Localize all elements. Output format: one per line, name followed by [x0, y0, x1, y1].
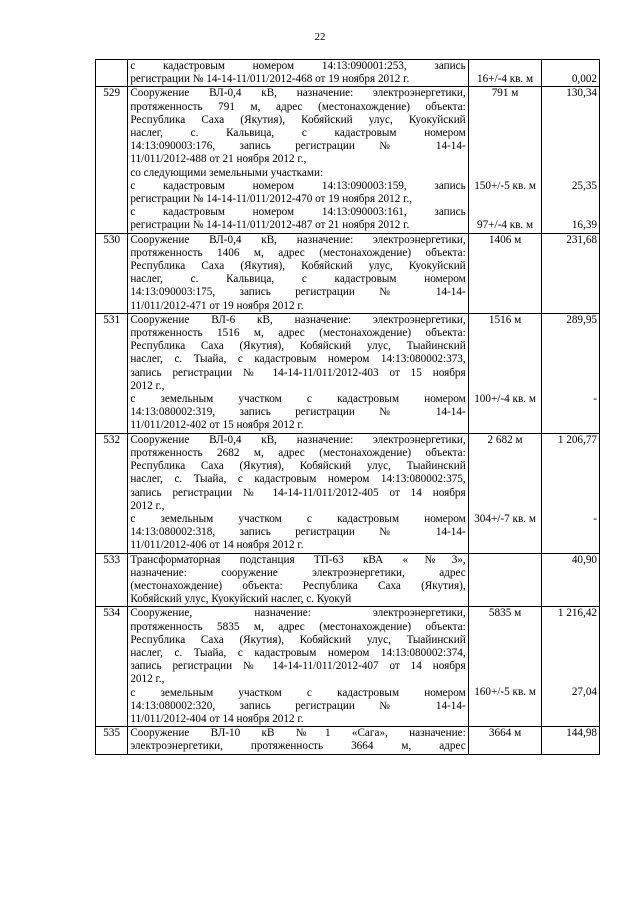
measure-cell	[468, 607, 542, 727]
amount-value: 1 206,77	[557, 433, 597, 446]
row-number-cell: 533	[96, 553, 128, 607]
measure-value	[471, 340, 540, 353]
description-line: 2012 г.,	[130, 673, 165, 686]
amount-value	[544, 167, 597, 180]
amount-value	[544, 460, 597, 473]
amount-value	[544, 340, 597, 353]
description-cell	[128, 553, 468, 607]
description-line: 14:13:080002:319, запись регистрации № 14-14-	[130, 406, 466, 419]
description-line: 2012 г.,	[130, 379, 165, 392]
row-number-cell: 531	[96, 313, 128, 433]
amount-value	[544, 634, 597, 647]
table-row	[96, 313, 600, 433]
amount-value	[544, 660, 597, 673]
measure-value: 2 682 м	[487, 433, 523, 446]
measure-value: 100+/-4 кв. м	[474, 393, 536, 405]
description-line: 11/011/2012-488 от 21 ноября 2012 г.,	[130, 153, 307, 166]
measure-value	[471, 101, 540, 114]
description-cell	[128, 313, 468, 433]
description-line: с земельным участком с кадастровым номером	[130, 686, 466, 699]
description-line: наслег, с. Тыайа, с кадастровым номером 14:13:080002:375,	[130, 473, 466, 486]
measure-value	[471, 206, 540, 219]
description-line: протяженность 5835 м, адрес (местонахождение) объекта:	[130, 620, 466, 633]
description-cell	[128, 433, 468, 553]
description-line: со следующими земельными участками:	[130, 166, 324, 179]
measure-value: 1516 м	[488, 313, 522, 326]
description-line: 14:13:090003:175, запись регистрации № 14-14-	[130, 286, 466, 299]
measure-value: 1406 м	[488, 233, 522, 246]
measure-value	[471, 380, 540, 393]
description-line: протяженность 1516 м, адрес (местонахождение) объекта:	[130, 327, 466, 340]
amount-value: -	[593, 512, 597, 525]
value-cell	[542, 233, 600, 313]
amount-value	[544, 473, 597, 486]
amount-value	[544, 380, 597, 393]
description-cell	[128, 60, 468, 87]
description-line: 11/011/2012-406 от 14 ноября 2012 г.	[130, 539, 304, 552]
measure-cell	[468, 553, 542, 607]
description-line: Сооружение, назначение: электроэнергетики,	[130, 607, 466, 620]
measure-value	[471, 167, 540, 180]
value-cell	[542, 433, 600, 553]
description-line: с земельным участком с кадастровым номером	[130, 512, 466, 525]
measure-value: 16+/-4 кв. м	[476, 73, 534, 86]
description-line: регистрации № 14-14-11/011/2012-468 от 19 ноября 2012 г.	[130, 73, 410, 86]
table-row	[96, 607, 600, 727]
description-line: протяженность 791 м, адрес (местонахождение) объекта:	[130, 100, 466, 113]
description-line: регистрации № 14-14-11/011/2012-487 от 21 ноября 2012 г.	[130, 219, 410, 232]
description-line: Республика Саха (Якутия), Кобяйский улус, Тыайинский	[130, 340, 466, 353]
measure-value	[471, 153, 540, 166]
description-line: с земельным участком с кадастровым номером	[130, 393, 466, 406]
amount-value	[544, 500, 597, 513]
table-body	[96, 60, 600, 755]
table-row	[96, 233, 600, 313]
measure-value: 150+/-5 кв. м	[474, 179, 536, 192]
measure-value	[471, 460, 540, 473]
amount-value	[544, 60, 597, 73]
description-line: Сооружение ВЛ-10 кВ №1 «Сага», назначение:	[130, 727, 466, 740]
measure-value	[471, 127, 540, 140]
description-cell	[128, 607, 468, 727]
description-line: Трансформаторная подстанция ТП-63 кВА «№3»,	[130, 553, 466, 566]
amount-value: 16,39	[571, 219, 597, 232]
measure-cell	[468, 233, 542, 313]
description-line: запись регистрации № 14-14-11/011/2012-405 от 14 ноября	[130, 486, 466, 499]
measure-value: 160+/-5 кв. м	[474, 686, 536, 699]
table-row	[96, 553, 600, 607]
measure-value	[471, 353, 540, 366]
amount-value	[544, 621, 597, 634]
description-line: Республика Саха (Якутия), Кобяйский улус, Тыайинский	[130, 633, 466, 646]
measure-value	[471, 114, 540, 127]
value-cell	[542, 607, 600, 727]
row-number-cell: 530	[96, 233, 128, 313]
measure-value	[471, 486, 540, 499]
row-number-cell: 534	[96, 607, 128, 727]
measure-value: 5835 м	[488, 607, 522, 620]
description-line: наслег, с. Тыайа, с кадастровым номером 14:13:080002:374,	[130, 646, 466, 659]
amount-value	[544, 114, 597, 127]
table-row	[96, 60, 600, 87]
measure-value	[471, 634, 540, 647]
amount-value: 144,98	[566, 727, 597, 740]
measure-value	[471, 367, 540, 380]
measure-value	[471, 140, 540, 153]
measure-value	[471, 673, 540, 686]
description-line: электроэнергетики, протяженность 3664 м, адрес	[130, 740, 466, 753]
measure-value	[471, 554, 540, 567]
description-line: 11/011/2012-404 от 14 ноября 2012 г.	[130, 712, 304, 725]
description-cell	[128, 233, 468, 313]
description-cell	[128, 87, 468, 233]
description-line: 14:13:080002:318, запись регистрации № 14-14-	[130, 526, 466, 539]
amount-value: 25,35	[571, 179, 597, 192]
measure-value	[471, 660, 540, 673]
measure-value: 3664 м	[488, 727, 522, 740]
measure-value: 304+/-7 кв. м	[474, 512, 536, 525]
value-cell	[542, 553, 600, 607]
value-cell	[542, 727, 600, 754]
description-line: запись регистрации № 14-14-11/011/2012-403 от 15 ноября	[130, 366, 466, 379]
description-line: с кадастровым номером 14:13:090003:161, запись	[130, 206, 466, 219]
table-row	[96, 87, 600, 233]
row-number-cell: 532	[96, 433, 128, 553]
description-line: Республика Саха (Якутия), Кобяйский улус, Куокуйский	[130, 113, 466, 126]
amount-value: -	[593, 393, 597, 405]
measure-cell	[468, 313, 542, 433]
description-line: 14:13:090003:176, запись регистрации № 14-14-	[130, 140, 466, 153]
amount-value: 27,04	[571, 686, 597, 699]
amount-value	[544, 140, 597, 153]
description-line: Сооружение ВЛ-0,4 кВ, назначение: электроэнергетики,	[130, 233, 466, 246]
measure-cell	[468, 87, 542, 233]
amount-value	[544, 206, 597, 219]
amount-value	[544, 153, 597, 166]
measure-value	[471, 60, 540, 73]
description-line: протяженность 2682 м, адрес (местонахождение) объекта:	[130, 446, 466, 459]
amount-value: 289,95	[566, 313, 597, 326]
measure-value	[471, 500, 540, 513]
description-line: регистрации № 14-14-11/011/2012-470 от 19 ноября 2012 г.,	[130, 193, 413, 206]
value-cell	[542, 60, 600, 87]
page-number: 22	[314, 31, 326, 43]
description-line: с кадастровым номером 14:13:090001:253, запись	[130, 60, 466, 72]
measure-value: 97+/-4 кв. м	[476, 219, 534, 232]
description-line: протяженность 1406 м, адрес (местонахождение) объекта:	[130, 246, 466, 259]
measure-cell	[468, 433, 542, 553]
amount-value	[544, 447, 597, 460]
amount-value: 40,90	[571, 553, 597, 566]
description-line: 11/011/2012-402 от 15 ноября 2012 г.	[130, 419, 304, 432]
description-line: Сооружение ВЛ-0,4 кВ, назначение: электроэнергетики,	[130, 87, 466, 100]
amount-value: 0,002	[571, 73, 597, 86]
measure-value	[471, 327, 540, 340]
amount-value	[544, 101, 597, 114]
description-line: запись регистрации № 14-14-11/011/2012-407 от 14 ноября	[130, 660, 466, 673]
amount-value	[544, 673, 597, 686]
value-cell	[542, 313, 600, 433]
amount-value: 130,34	[566, 87, 597, 100]
row-number-cell: 529	[96, 87, 128, 233]
amount-value	[544, 486, 597, 499]
description-line: (местонахождение) объекта: Республика Саха (Якутия),	[130, 579, 466, 592]
measure-value: 791 м	[491, 87, 519, 100]
table-row	[96, 727, 600, 754]
amount-value	[544, 353, 597, 366]
property-register-table	[95, 59, 600, 755]
amount-value: 1 216,42	[557, 607, 597, 620]
measure-value	[471, 621, 540, 634]
description-line: с кадастровым номером 14:13:090003:159, запись	[130, 179, 466, 192]
description-line: Сооружение ВЛ-6 кВ, назначение: электроэнергетики,	[130, 313, 466, 326]
measure-value	[471, 193, 540, 206]
description-line: Кобяйский улус, Куокуйский наслег, с. Куокуй	[130, 593, 352, 606]
amount-value	[544, 193, 597, 206]
measure-value	[471, 473, 540, 486]
description-line: 2012 г.,	[130, 499, 165, 512]
amount-value: 231,68	[566, 233, 597, 246]
description-line: Республика Саха (Якутия), Кобяйский улус, Тыайинский	[130, 460, 466, 473]
amount-value	[544, 647, 597, 660]
description-cell	[128, 727, 468, 754]
description-line: 11/011/2012-471 от 19 ноября 2012 г.	[130, 299, 304, 312]
measure-value	[471, 647, 540, 660]
row-number-cell	[96, 60, 128, 87]
measure-cell	[468, 727, 542, 754]
description-line: Сооружение ВЛ-0,4 кВ, назначение: электроэнергетики,	[130, 433, 466, 446]
value-cell	[542, 87, 600, 233]
description-line: Республика Саха (Якутия), Кобяйский улус, Куокуйский	[130, 260, 466, 273]
amount-value	[544, 367, 597, 380]
amount-value	[544, 327, 597, 340]
measure-cell	[468, 60, 542, 87]
measure-value	[471, 447, 540, 460]
description-line: назначение: сооружение электроэнергетики, адрес	[130, 566, 466, 579]
description-line: наслег, с. Кальвица, с кадастровым номером	[130, 127, 466, 140]
amount-value	[544, 127, 597, 140]
description-line: 14:13:080002:320, запись регистрации № 14-14-	[130, 699, 466, 712]
row-number-cell: 535	[96, 727, 128, 754]
description-line: наслег, с. Тыайа, с кадастровым номером 14:13:080002:373,	[130, 353, 466, 366]
table-row	[96, 433, 600, 553]
description-line: наслег, с. Кальвица, с кадастровым номером	[130, 273, 466, 286]
